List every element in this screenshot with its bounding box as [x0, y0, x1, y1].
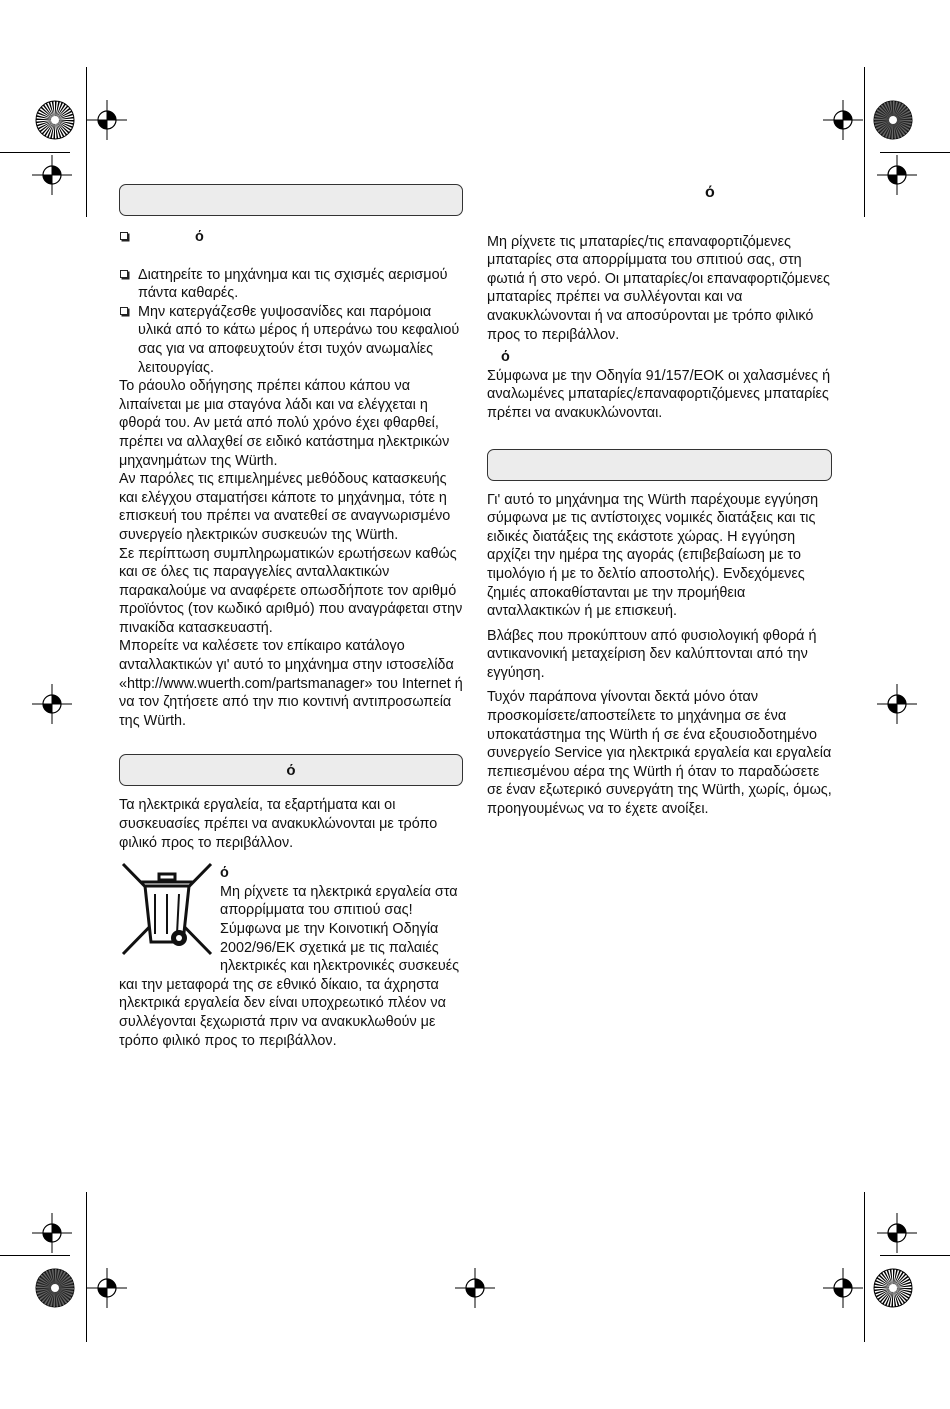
- warranty-paragraph: Γι' αυτό το μηχάνημα της Würth παρέχουμε εγγύηση σύμφωνα με τις αντίστοιχες νομικές διατάξεις και τις ειδικές διατάξεις της εκάστοτε χώρας. Η εγγύηση αρχίζει την ημέρα της αγοράς (επιβεβαίωση με το τιμολόγιο ή με το δελτίο αποστολής). Ενδεχόμενες ζημιές αποκαθίστανται με την προμήθεια ανταλλακτικών ή με επισκευή.: [487, 491, 819, 620]
- color-target-icon: [35, 1268, 75, 1308]
- warranty-paragraph: Τυχόν παράπονα γίνονται δεκτά μόνο όταν προσκομίσετε/αποστείλετε το μηχάνημα σε ένα υποκατάστημα της Würth ή σε ένα εξουσιοδοτημένο συνεργείο Service για ηλεκτρικά εργαλεία και εργαλεία πεπιεσμένου αέρα της Würth ή όταν το παραδώσετε σε έναν εξωτερικό συνεργάτη της Würth, χωρίς, όμως, προηγουμένως να το έχετε ανοίξει.: [487, 689, 832, 818]
- registration-mark-icon: [32, 1213, 72, 1253]
- crop-line: [864, 67, 865, 217]
- crop-line: [0, 1255, 70, 1256]
- registration-mark-icon: [877, 155, 917, 195]
- warranty-section-header: [487, 449, 832, 481]
- battery-heading: ό: [705, 184, 715, 201]
- registration-mark-icon: [877, 684, 917, 724]
- color-target-icon: [35, 100, 75, 140]
- registration-mark-icon: [823, 1268, 863, 1308]
- crop-line: [880, 152, 950, 153]
- registration-mark-icon: [32, 155, 72, 195]
- registration-mark-icon: [87, 100, 127, 140]
- eu-battery-heading: ό: [501, 349, 510, 366]
- crop-line: [86, 67, 87, 217]
- maintenance-intro: [119, 228, 463, 247]
- crossed-out-wheelie-bin-icon: [119, 860, 215, 958]
- maintenance-intro-list: [119, 228, 463, 247]
- registration-mark-icon: [877, 1213, 917, 1253]
- color-target-icon: [873, 100, 913, 140]
- eu-disposal-heading: ό: [220, 865, 229, 882]
- maintenance-section-header: [119, 184, 463, 216]
- battery-text: Μη ρίχνετε τις μπαταρίες/τις επαναφορτιζόμενες μπαταρίες στα απορρίμματα του σπιτιού σας, στη φωτιά ή στο νερό. Οι μπαταρίες/οι επαναφορτιζόμενες μπαταρίες πρέπει να συλλέγονται και να ανακυκλώνονται ή να αποσύρονται με τρόπο φιλικό προς το περιβάλλον.: [487, 233, 830, 343]
- eu-battery-text: Σύμφωνα με την Οδηγία 91/157/ΕΟΚ οι χαλασμένες ή αναλωμένες μπαταρίες/επαναφορτιζόμενες μπαταρίες πρέπει να ανακυκλώνονται.: [487, 367, 831, 421]
- disposal-section-title: ό: [286, 762, 296, 780]
- registration-mark-icon: [823, 100, 863, 140]
- maintenance-bullet-list: [119, 266, 463, 378]
- eu-disposal-block: [119, 864, 463, 1050]
- registration-mark-icon: [455, 1268, 495, 1308]
- warranty-paragraph: Βλάβες που προκύπτουν από φυσιολογική φθορά ή αντικανονική μεταχείριση δεν καλύπτονται από την εγγύηση.: [487, 627, 817, 681]
- registration-mark-icon: [32, 684, 72, 724]
- registration-mark-icon: [87, 1268, 127, 1308]
- disposal-section-header: [119, 754, 463, 786]
- right-column: [487, 184, 832, 819]
- crop-line: [86, 1192, 87, 1342]
- bullet-item: Διατηρείτε το μηχάνημα και τις σχισμές αερισμού πάντα καθαρές.: [119, 266, 463, 303]
- maintenance-intro-text: ό: [195, 229, 204, 245]
- bullet-item: Μην κατεργάζεσθε γυψοσανίδες και παρόμοια υλικά από το κάτω μέρος ή υπεράνω του κεφαλιού σας για να αποφευχτούν έτσι τυχόν ανωμαλίες λειτουργίας.: [119, 303, 463, 377]
- left-column: [119, 184, 463, 1050]
- guide-roller-paragraph: Το ράουλο οδήγησης πρέπει κάπου κάπου να λιπαίνεται με μια σταγόνα λάδι και να ελέγχεται η φθορά του. Αν μετά από πολύ χρόνο έχει φθαρθεί, πρέπει να αλλαχθεί σε ειδικό κατάστημα ηλεκτρικών μηχανημάτων της Würth.: [119, 378, 450, 469]
- disposal-intro: Τα ηλεκτρικά εργαλεία, τα εξαρτήματα και οι συσκευασίες πρέπει να ανακυκλώνονται με τρόπο φιλικό προς το περιβάλλον.: [119, 797, 438, 851]
- maintenance-intro-bullet: [119, 228, 463, 247]
- crop-line: [880, 1255, 950, 1256]
- crop-line: [864, 1192, 865, 1342]
- color-target-icon: [873, 1268, 913, 1308]
- spare-parts-paragraph: Σε περίπτωση συμπληρωματικών ερωτήσεων καθώς και σε όλες τις παραγγελίες ανταλλακτικών παρακαλούμε να αναφέρετε οπωσδήποτε τον αριθμό προϊόντος (τον κωδικό αριθμό) που αναγράφεται στην πινακίδα κατασκευαστή.: [119, 545, 463, 636]
- eu-disposal-text: Μη ρίχνετε τα ηλεκτρικά εργαλεία στα απορρίμματα του σπιτιού σας! Σύμφωνα με την Κοινοτική Οδηγία 2002/96/ΕΚ σχετικά με τις παλαιές ηλεκτρικές και ηλεκτρονικές συσκευές και την μεταφορά της σε εθνικό δίκαιο, τα άχρηστα ηλεκτρικά εργαλεία δεν είναι υποχρεωτικό πλέον να συλλέγονται ξεχωριστά πριν να ανακυκλωθούν με τρόπο φιλικό προς το περιβάλλον.: [119, 883, 460, 1049]
- repair-paragraph: Αν παρόλες τις επιμελημένες μεθόδους κατασκευής και ελέγχου σταματήσει κάποτε το μηχάνημα, τότε η επισκευή του πρέπει να ανατεθεί σε αναγνωρισμένο συνεργείο ηλεκτρικών συσκευών της Würth.: [119, 471, 451, 543]
- crop-line: [0, 152, 70, 153]
- parts-catalogue-paragraph: Μπορείτε να καλέσετε τον επίκαιρο κατάλογο ανταλλακτικών γι' αυτό το μηχάνημα στην ιστοσελίδα «http://www.wuerth.com/partsmanager» του Internet ή να τον ζητήσετε από την πιο κοντινή αντιπροσωπεία της Würth.: [119, 638, 463, 729]
